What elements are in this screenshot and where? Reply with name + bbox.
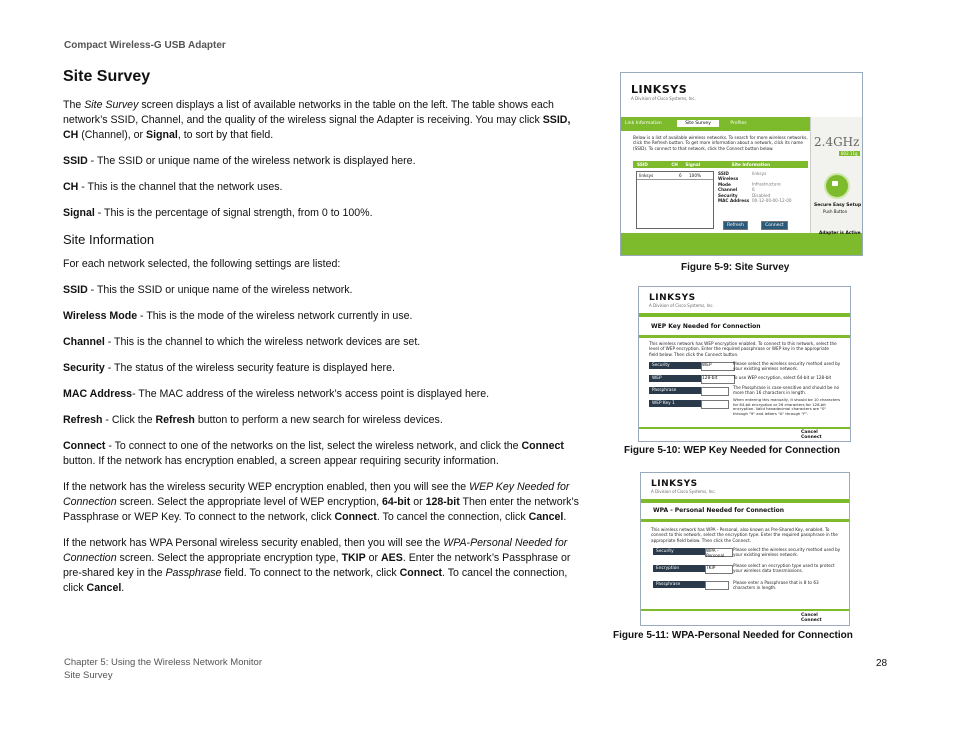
column-ch[interactable]: CH (671, 162, 678, 167)
def-signal: Signal - This is the percentage of signal strength, from 0 to 100%. (63, 207, 373, 219)
wep-heading: WEP Key Needed for Connection (651, 323, 761, 330)
def-wireless-mode: Wireless Mode - This is the mode of the wireless network currently in use. (63, 310, 413, 322)
wep-label: WEP (649, 375, 701, 382)
band-standard: 802.11g (841, 151, 858, 156)
adapter-status: Adapter is Active (819, 231, 861, 236)
secure-easy-setup-button[interactable] (824, 173, 850, 199)
figure-5-11-caption: Figure 5-11: WPA-Personal Needed for Connection (613, 630, 853, 641)
paragraph-intro: The Site Survey screen displays a list of available networks in the table on the left. The table shows each network’s SSID, Channel, and the quality of the wireless signal the Adapter is receiving. You may click SSID, CH (Channel), or Signal, to sort by that field. (63, 99, 571, 141)
security-select[interactable]: WPA - Personal (705, 548, 733, 557)
connect-button[interactable]: Connect (801, 618, 822, 623)
footer (64, 656, 262, 682)
paragraph-settings-intro: For each network selected, the following settings are listed: (63, 258, 341, 270)
def-channel: Channel - This is the channel to which the wireless network devices are set. (63, 336, 421, 348)
cancel-button[interactable]: Cancel (801, 613, 818, 618)
paragraph-wep: If the network has the wireless security WEP encryption enabled, then you will see the WEP Key Needed for Connection screen. Select the appropriate level of WEP encryption, 64-bit or 128-bit Then enter the network’s Passphrase or WEP Key. To connect to the network, click Connect. To cancel the connection, click Cancel. (63, 481, 579, 523)
wpa-description: This wireless network has WPA - Personal, also known as Pre-Shared Key, enabled. To connect to this network, select the encryption type. Enter the required passphrase in the appropriate field below. Then click the Connect. (651, 527, 838, 543)
linksys-logo: LINKSYS A Division of Cisco Systems, Inc. (631, 83, 696, 101)
table-row[interactable]: linksys 6 100% (637, 172, 713, 180)
cancel-button[interactable]: Cancel (801, 430, 818, 435)
def-ssid: SSID - The SSID or unique name of the wireless network is displayed here. (63, 155, 416, 167)
figure-5-10-caption: Figure 5-10: WEP Key Needed for Connection (624, 445, 840, 456)
passphrase-label: Passphrase (653, 581, 705, 588)
wep-key-input[interactable] (701, 400, 729, 409)
lock-icon (832, 181, 838, 186)
security-label: Security (649, 362, 701, 369)
linksys-logo: LINKSYS A Division of Cisco Systems, Inc. (651, 479, 716, 494)
body-text (63, 98, 583, 607)
section-title: Site Survey (63, 68, 151, 85)
figure-5-9-caption: Figure 5-9: Site Survey (681, 262, 790, 273)
wpa-personal-screenshot: LINKSYS A Division of Cisco Systems, Inc. WPA - Personal Needed for Connection This wireless network has WPA - Personal, also known as Pre-Shared Key, enabled. To connect to this network, select the encryption type. Enter the required passphrase in the appropriate field below. Then click the Connect. Security WPA - Personal Please select the wireless security method used by your existing wireless network. Encryption TKIP Please select an encryption type used to protect your wireless data transmissions. Passphrase Please enter a Passphrase that is 8 to 63 characters in length. Cancel Connect (640, 472, 850, 626)
wep-key-label: WEP Key 1 (649, 400, 701, 407)
def-ch: CH - This is the channel that the network uses. (63, 181, 283, 193)
column-signal[interactable]: Signal (685, 162, 701, 167)
site-information-panel: SSID linksys Wireless Mode Infrastructure Channel 6 Security Disabled MAC Address 00-12-00-00-12-00 (718, 171, 792, 204)
site-survey-screenshot (620, 72, 863, 256)
wep-description: This wireless network has WEP encryption enabled. To connect to this network, select the level of WEP encryption. Enter the required passphrase or WEP key in the appropriate field below. Then click the Connect button. (649, 341, 837, 357)
passphrase-input[interactable] (705, 581, 729, 590)
footer-chapter: Chapter 5: Using the Wireless Network Monitor (64, 657, 262, 668)
page-number: 28 (876, 658, 888, 669)
site-survey-description: Below is a list of available wireless networks. To search for more wireless networks, click the Refresh button. To get more information about a network, click its name (SSID). To connect to that network, click the Connect button below. (633, 135, 808, 151)
passphrase-input[interactable] (701, 387, 729, 396)
refresh-button[interactable]: Refresh (723, 221, 748, 230)
security-select[interactable]: WEP (701, 362, 735, 371)
wep-level-select[interactable]: 128-bit (701, 375, 735, 384)
paragraph-wpa: If the network has WPA Personal wireless security enabled, then you will see the WPA-Personal Needed for Connection screen. Select the appropriate encryption type, TKIP or AES. Enter the network’s Passphrase or pre-shared key in the Passphrase field. To connect to the network, click Connect. To cancel the connection, click Cancel. (63, 537, 571, 594)
wpa-heading: WPA - Personal Needed for Connection (653, 507, 785, 514)
tab-link-information[interactable]: Link Information (625, 121, 662, 126)
connect-button[interactable]: Connect (801, 435, 822, 440)
secure-easy-setup-label: Secure Easy Setup (814, 203, 862, 208)
linksys-logo: LINKSYS A Division of Cisco Systems, Inc. (649, 293, 714, 308)
footer-section: Site Survey (64, 670, 113, 681)
encryption-select[interactable]: TKIP (705, 565, 733, 574)
def-security: Security - The status of the wireless security feature is displayed here. (63, 362, 395, 374)
column-ssid[interactable]: SSID (637, 162, 648, 167)
band-indicator: 2.4GHz (814, 135, 860, 149)
subheading-site-information: Site Information (63, 232, 155, 247)
tab-site-survey[interactable]: Site Survey (677, 120, 719, 127)
tab-profiles[interactable]: Profiles (730, 121, 747, 126)
def-ssid-2: SSID - This the SSID or unique name of the wireless network. (63, 284, 353, 296)
wep-key-screenshot: LINKSYS A Division of Cisco Systems, Inc. WEP Key Needed for Connection This wireless network has WEP encryption enabled. To connect to this network, select the level of WEP encryption. Enter the required passphrase or WEP key in the appropriate field below. Then click the Connect button. Security WEP Please select the wireless security method used by your existing wireless network. WEP 128-bit To use WEP encryption, select 64-bit or 128-bit Passphrase The Passphrase is case-sensitive and should be no more than 16 characters in length. WEP Key 1 When entering this manually, it should be 10 characters for 64-bit encryption or 26 characters for 128-bit encryption. Valid hexadecimal characters are "0" through "9" and letters "A" through "F". Cancel Connect (638, 286, 851, 442)
def-mac-address: MAC Address- The MAC address of the wireless network’s access point is displayed here. (63, 388, 490, 400)
security-label: Security (653, 548, 705, 555)
site-information-heading: Site Information (731, 162, 771, 167)
passphrase-label: Passphrase (649, 387, 701, 394)
network-table (636, 171, 714, 229)
connect-button[interactable]: Connect (761, 221, 788, 230)
encryption-label: Encryption (653, 565, 705, 572)
def-connect: Connect - To connect to one of the networks on the list, select the wireless network, and click the Connect button. If the network has encryption enabled, a screen appear requiring security information. (63, 440, 564, 467)
running-header: Compact Wireless-G USB Adapter (64, 40, 226, 51)
push-button-label: Push Button (823, 209, 848, 214)
def-refresh: Refresh - Click the Refresh button to perform a new search for wireless devices. (63, 414, 443, 426)
